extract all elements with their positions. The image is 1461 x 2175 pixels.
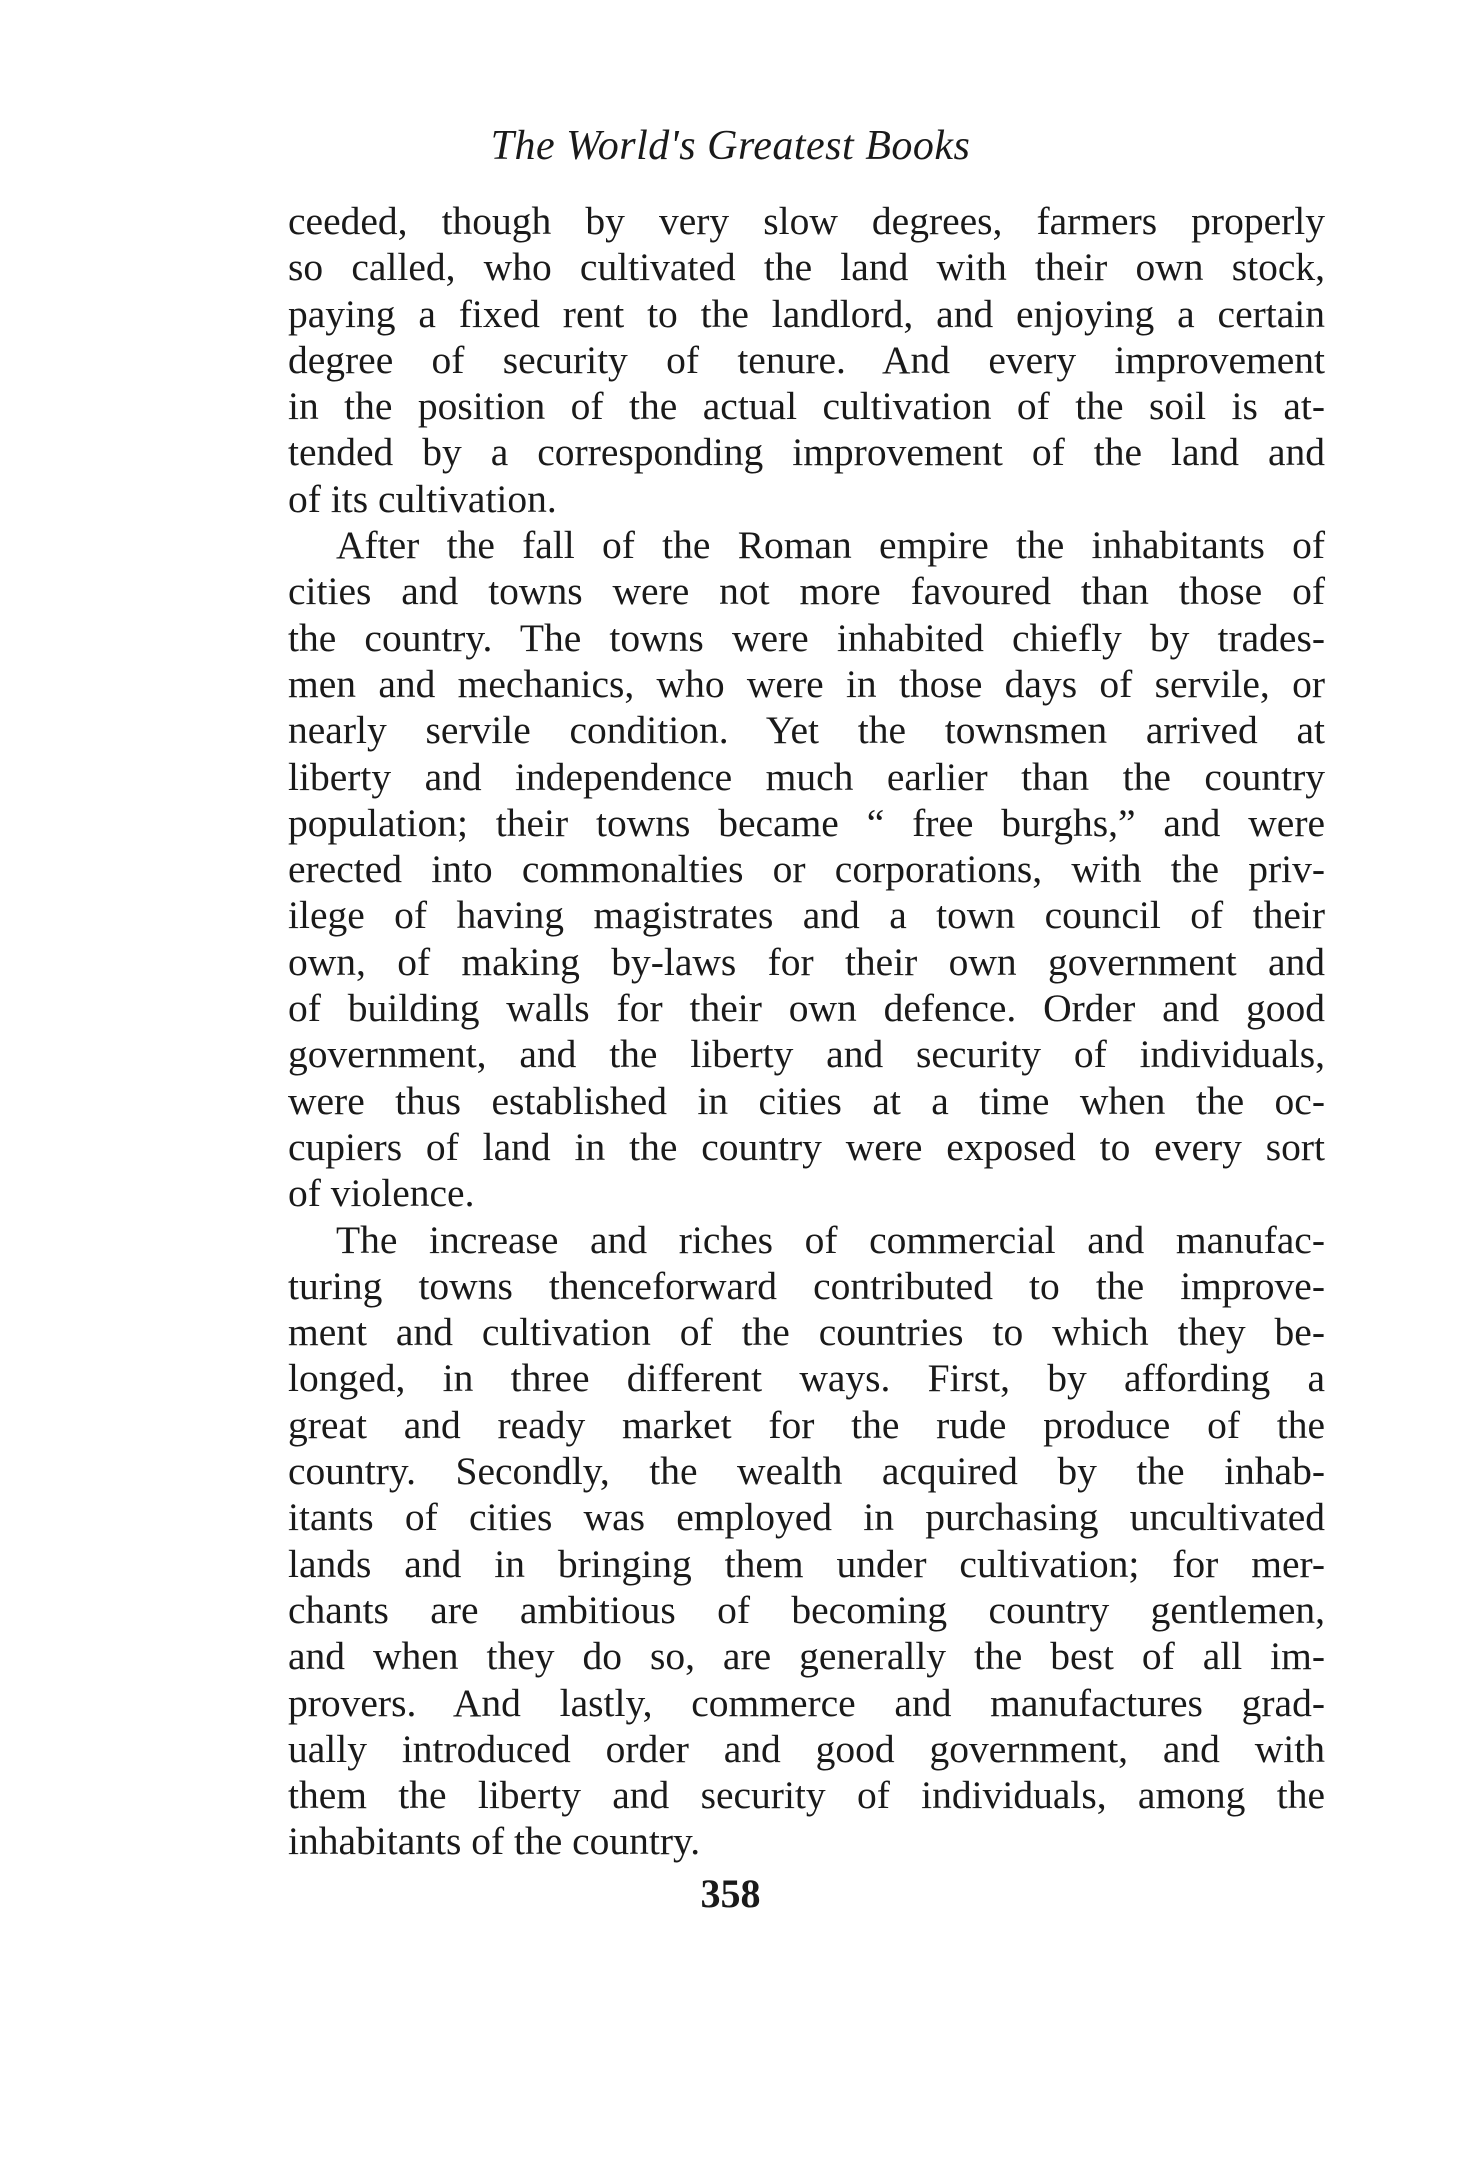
text-line: cupiers of land in the country were exposed to every sort: [288, 1124, 1325, 1169]
text-line: degree of security of tenure. And every improvement: [288, 337, 1325, 382]
text-line: were thus established in cities at a time when the oc-: [288, 1078, 1325, 1123]
text-line: so called, who cultivated the land with their own stock,: [288, 245, 1325, 290]
text-line: of its cultivation.: [288, 476, 557, 521]
text-line: the country. The towns were inhabited chiefly by trades-: [288, 615, 1325, 660]
text-line: chants are ambitious of becoming country gentlemen,: [288, 1587, 1325, 1632]
text-line: inhabitants of the country.: [288, 1819, 701, 1864]
text-line: The increase and riches of commercial and manufac-: [336, 1217, 1325, 1262]
text-line: them the liberty and security of individuals, among the: [288, 1773, 1325, 1818]
text-line: tended by a corresponding improvement of the land and: [288, 430, 1325, 475]
running-head: The World's Greatest Books: [490, 123, 971, 169]
text-line: government, and the liberty and security of individuals,: [288, 1032, 1325, 1077]
text-line: liberty and independence much earlier than the country: [288, 754, 1325, 799]
text-line: men and mechanics, who were in those days of servile, or: [288, 661, 1325, 706]
text-line: nearly servile condition. Yet the townsmen arrived at: [288, 708, 1325, 753]
text-line: After the fall of the Roman empire the inhabitants of: [336, 523, 1325, 568]
text-line: erected into commonalties or corporations, with the priv-: [288, 847, 1325, 892]
text-line: population; their towns became “ free burghs,” and were: [288, 800, 1325, 845]
text-line: cities and towns were not more favoured than those of: [288, 569, 1325, 614]
text-line: itants of cities was employed in purchasing uncultivated: [288, 1495, 1325, 1540]
text-line: ually introduced order and good government, and with: [288, 1726, 1325, 1771]
text-line: of building walls for their own defence. Order and good: [288, 986, 1325, 1031]
text-line: own, of making by-laws for their own government and: [288, 939, 1325, 984]
text-line: and when they do so, are generally the best of all im-: [288, 1634, 1325, 1679]
body-text: [288, 198, 1325, 1865]
text-line: great and ready market for the rude produce of the: [288, 1402, 1325, 1447]
page-number: 358: [700, 1871, 761, 1916]
text-line: in the position of the actual cultivation of the soil is at-: [288, 384, 1325, 429]
text-line: ment and cultivation of the countries to which they be-: [288, 1310, 1325, 1355]
paragraph-2: [288, 522, 1325, 1216]
text-line: provers. And lastly, commerce and manufactures grad-: [288, 1680, 1325, 1725]
paragraph-3: [288, 1217, 1325, 1865]
text-line: country. Secondly, the wealth acquired by the inhab-: [288, 1449, 1325, 1494]
text-line: longed, in three different ways. First, by affording a: [288, 1356, 1325, 1401]
text-line: ceeded, though by very slow degrees, farmers properly: [288, 199, 1325, 243]
text-line: of violence.: [288, 1171, 475, 1216]
text-line: paying a fixed rent to the landlord, and enjoying a certain: [288, 291, 1325, 336]
text-line: lands and in bringing them under cultivation; for mer-: [288, 1541, 1325, 1586]
paragraph-1: [288, 198, 1325, 522]
text-line: turing towns thenceforward contributed to the improve-: [288, 1263, 1325, 1308]
text-line: ilege of having magistrates and a town council of their: [288, 893, 1325, 938]
